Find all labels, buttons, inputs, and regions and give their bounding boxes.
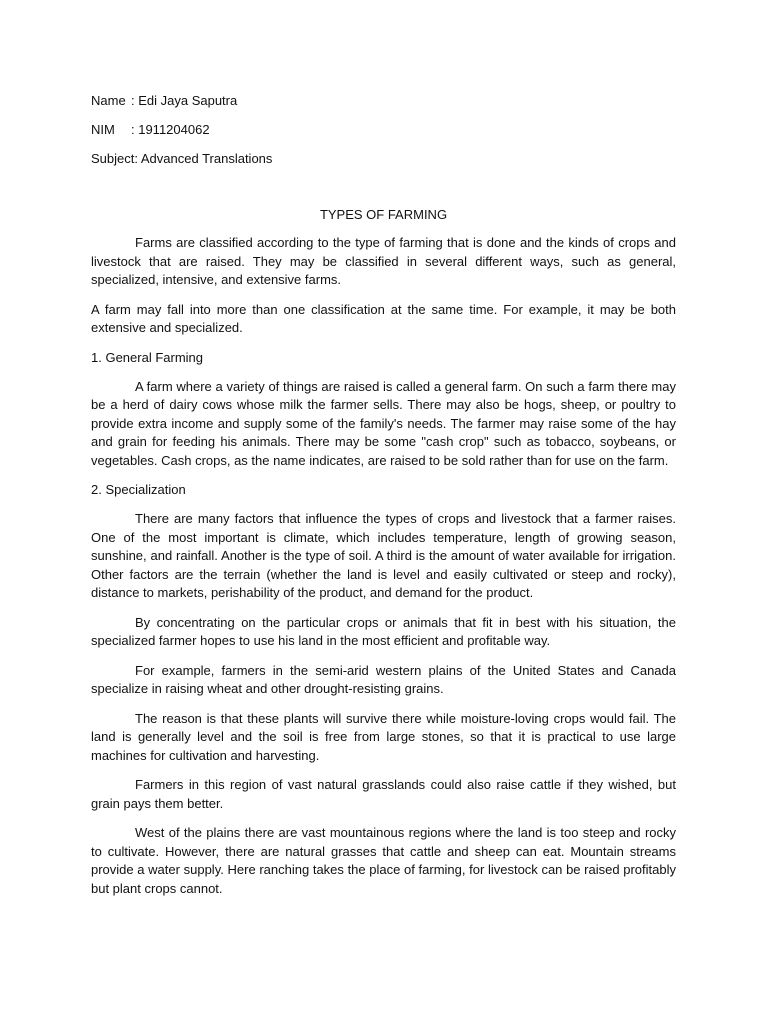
section-paragraph: For example, farmers in the semi-arid western plains of the United States and Canada specialize in raising wheat and other drought-resisting grains. [91,662,676,696]
section-heading: 2. Specialization [91,482,186,497]
name-value: : Edi Jaya Saputra [131,93,238,108]
nim-value: : 1911204062 [131,122,210,137]
section-paragraph: The reason is that these plants will survive there while moisture-loving crops would fail. The land is generally level and the soil is free from large stones, so that it is practical to use large machines for cultivation and harvesting. [91,710,676,763]
section-paragraph: Farmers in this region of vast natural grasslands could also raise cattle if they wished, but grain pays them better. [91,777,676,811]
section-paragraph: By concentrating on the particular crops or animals that fit in best with his situation, the specialized farmer hopes to use his land in the most efficient and profitable way. [91,614,676,648]
subject-line [91,150,676,168]
nim-label: NIM [91,122,115,137]
name-line [91,92,676,110]
section-paragraph: A farm where a variety of things are raised is called a general farm. On such a farm there may be a herd of dairy cows whose milk the farmer sells. There may also be hogs, sheep, or poultry to provide extra income and supply some of the family's needs. The farmer may raise some of the hay and grain for feeding his animals. There may be some "cash crop" such as tobacco, soybeans, or vegetables. Cash crops, as the name indicates, are raised to be sold rather than for use on the farm. [91,378,676,468]
section-heading: 1. General Farming [91,349,203,365]
intro-paragraph: A farm may fall into more than one classification at the same time. For example, it may be both extensive and specialized. [91,301,676,335]
document-title: TYPES OF FARMING [319,207,448,222]
intro-paragraph: Farms are classified according to the type of farming that is done and the kinds of crops and livestock that are raised. They may be classified in several different ways, such as general, specialized, intensive, and extensive farms. [91,235,676,287]
section-paragraph: West of the plains there are vast mountainous regions where the land is too steep and rocky to cultivate. However, there are natural grasses that cattle and sheep can eat. Mountain streams provide a water supply. Here ranching takes the place of farming, for livestock can be raised profitably but plant crops cannot. [91,825,676,896]
name-label: Name [91,93,126,108]
nim-line [91,121,676,139]
subject-label: Subject [91,151,135,166]
section-paragraph: There are many factors that influence the types of crops and livestock that a farmer raises. One of the most important is climate, which includes temperature, length of growing season, sunshine, and rainfall. Another is the type of soil. A third is the amount of water available for irrigation. Other factors are the terrain (whether the land is level and easily cultivated or steep and rocky), distance to markets, perishability of the product, and demand for the product. [91,511,676,600]
subject-value: : Advanced Translations [134,151,273,166]
document-content [91,92,676,909]
